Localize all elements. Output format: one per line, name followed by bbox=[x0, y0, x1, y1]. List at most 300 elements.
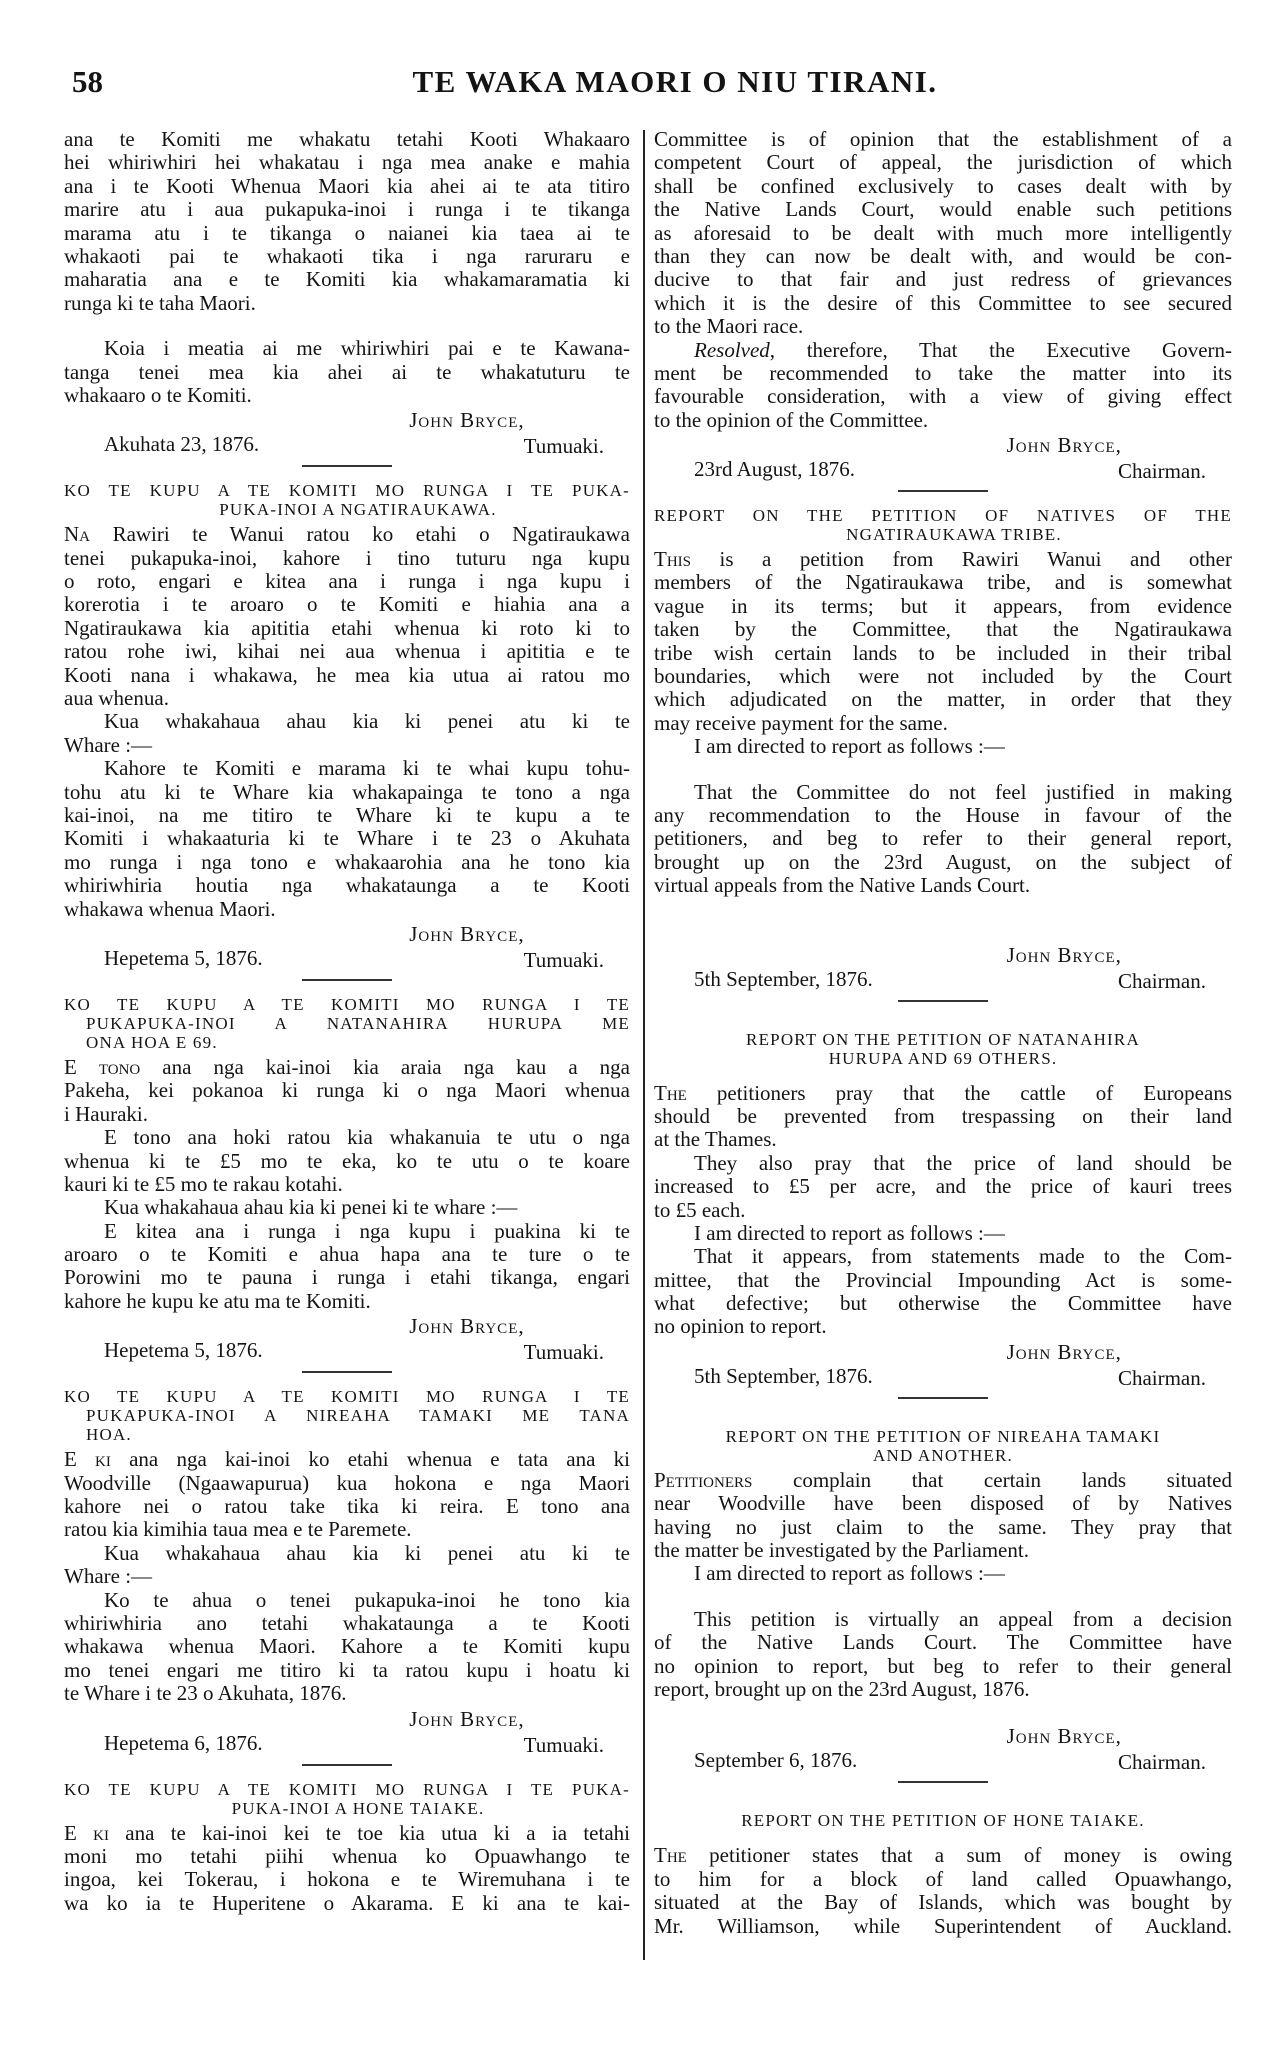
line-text: ana te Komiti me whakatu tetahi Kooti Whakaaro bbox=[64, 127, 630, 151]
heading-line: ONA HOA E 69. bbox=[86, 1032, 218, 1052]
text-line bbox=[654, 548, 1232, 571]
signature-date: 5th September, 1876. bbox=[694, 966, 873, 991]
text-line bbox=[64, 151, 630, 174]
text-line bbox=[64, 1518, 630, 1541]
paragraph bbox=[64, 1542, 630, 1589]
signature-block bbox=[654, 1341, 1232, 1391]
line-text: petitioners pray that the cattle of Europeans bbox=[686, 1080, 1232, 1105]
signatory-name: John Bryce, bbox=[409, 921, 525, 946]
line-text: no opinion to report, but beg to refer to their general bbox=[654, 1653, 1232, 1678]
text-line bbox=[654, 1222, 1232, 1245]
text-line bbox=[654, 1562, 1232, 1585]
heading-line: HURUPA AND 69 OTHERS. bbox=[828, 1048, 1058, 1068]
text-line bbox=[654, 1105, 1232, 1128]
paragraph bbox=[64, 1822, 630, 1916]
heading-line: REPORT ON THE PETITION OF HONE TAIAKE. bbox=[741, 1811, 1145, 1831]
line-text: mo tenei engari me titiro ki ta ratou kupu i hoatu ki bbox=[64, 1657, 630, 1682]
signatory-title: Chairman. bbox=[1117, 459, 1206, 484]
signature-block bbox=[64, 1708, 630, 1758]
text-line bbox=[654, 1315, 1232, 1338]
heading-line: KO TE KUPU A TE KOMITI MO RUNGA I TE bbox=[64, 994, 630, 1014]
section-separator bbox=[302, 1764, 392, 1766]
text-line bbox=[64, 175, 630, 198]
line-text: tribe wish certain lands to be included in their tribal bbox=[654, 640, 1232, 665]
paragraph bbox=[64, 128, 630, 315]
text-line bbox=[64, 570, 630, 593]
text-line bbox=[64, 1472, 630, 1495]
text-line bbox=[654, 1516, 1232, 1539]
paragraph bbox=[654, 1152, 1232, 1222]
paragraph bbox=[654, 1562, 1232, 1585]
section-separator bbox=[302, 979, 392, 981]
text-line bbox=[64, 1495, 630, 1518]
line-text: Ngatiraukawa kia apititia etahi whenua ki roto ki to bbox=[64, 615, 630, 640]
text-line bbox=[654, 1678, 1232, 1701]
signature-block bbox=[654, 944, 1232, 994]
text-line bbox=[64, 664, 630, 687]
text-line bbox=[654, 1082, 1232, 1105]
heading-line: KO TE KUPU A TE KOMITI MO RUNGA I TE PUKA- bbox=[64, 481, 630, 501]
line-text: to the opinion of the Committee. bbox=[654, 407, 929, 432]
text-line bbox=[654, 1539, 1232, 1562]
section-heading bbox=[64, 481, 630, 519]
section-separator bbox=[898, 1397, 988, 1399]
text-line bbox=[64, 1589, 630, 1612]
signature-block bbox=[64, 923, 630, 973]
text-line bbox=[64, 734, 630, 757]
italic-lead-word: Resolved bbox=[694, 337, 770, 362]
paragraph bbox=[654, 1469, 1232, 1563]
section-heading bbox=[654, 1030, 1232, 1068]
line-text: Whare :— bbox=[64, 732, 153, 757]
line-text: which adjudicated on the matter, in order that they bbox=[654, 687, 1232, 712]
line-text: competent Court of appeal, the jurisdiction of which bbox=[654, 150, 1232, 175]
text-line bbox=[64, 1126, 630, 1149]
line-text: marama atu i te tikanga o naianei kia taea ai te bbox=[64, 220, 630, 245]
line-text: ana nga kai-inoi ko etahi whenua e tata ana ki bbox=[110, 1447, 630, 1472]
signature-date: Akuhata 23, 1876. bbox=[104, 432, 260, 457]
line-text: Ko te ahua o tenei pukapuka-inoi he tono kia bbox=[104, 1587, 630, 1612]
section-separator bbox=[898, 490, 988, 492]
signature-date: Hepetema 5, 1876. bbox=[104, 1338, 263, 1363]
line-text: tanga tenei mea kia ahei ai te whakatuturu te bbox=[64, 359, 630, 384]
line-text: This petition is virtually an appeal from a decision bbox=[694, 1606, 1232, 1631]
text-line bbox=[654, 1175, 1232, 1198]
heading-line: PUKAPUKA-INOI A NIREAHA TAMAKI ME TANA bbox=[86, 1406, 630, 1426]
line-text: Porowini mo te pauna i runga i etahi tikanga, engari bbox=[64, 1265, 630, 1290]
line-text: virtual appeals from the Native Lands Court. bbox=[654, 873, 1031, 898]
line-text: That the Committee do not feel justified in making bbox=[694, 779, 1232, 804]
paragraph bbox=[64, 1448, 630, 1542]
text-line bbox=[654, 128, 1232, 151]
text-line bbox=[64, 1612, 630, 1635]
text-line bbox=[654, 618, 1232, 641]
text-line bbox=[64, 593, 630, 616]
line-text: tohu atu ki te Whare kia whakapainga te tono a nga bbox=[64, 779, 630, 804]
line-text: E kitea ana i runga i nga kupu i puakina ki te bbox=[104, 1218, 630, 1243]
text-line bbox=[64, 827, 630, 850]
line-text: Kua whakahaua ahau kia ki penei ki te whare :— bbox=[104, 1195, 518, 1220]
text-line bbox=[64, 617, 630, 640]
signatory-title: Chairman. bbox=[1117, 1365, 1206, 1390]
text-line bbox=[654, 804, 1232, 827]
text-line bbox=[654, 1152, 1232, 1175]
line-text: They also pray that the price of land should be bbox=[694, 1150, 1232, 1175]
line-text: complain that certain lands situated bbox=[752, 1467, 1232, 1492]
line-text: aroaro o te Komiti e ahua hapa ana te ture o te bbox=[64, 1242, 630, 1267]
paragraph bbox=[654, 1245, 1232, 1339]
lead-word: E tono bbox=[64, 1054, 141, 1079]
text-line bbox=[654, 874, 1232, 897]
line-text: ana te kai-inoi kei te toe kia utua ki a ia tetahi bbox=[108, 1820, 630, 1845]
signatory-name: John Bryce, bbox=[1006, 942, 1122, 967]
text-line bbox=[64, 1079, 630, 1102]
text-line bbox=[654, 851, 1232, 874]
text-line bbox=[654, 642, 1232, 665]
line-text: ment be recommended to take the matter into its bbox=[654, 360, 1232, 385]
text-line bbox=[64, 710, 630, 733]
line-text: whakaaro o te Komiti. bbox=[64, 382, 252, 407]
line-text: I am directed to report as follows :— bbox=[694, 734, 1005, 759]
text-line bbox=[64, 361, 630, 384]
paragraph bbox=[64, 1220, 630, 1314]
newspaper-title: TE WAKA MAORI O NIU TIRANI. bbox=[412, 64, 938, 99]
text-line bbox=[64, 1196, 630, 1219]
line-text: ratou kia kimihia taua mea e te Paremete. bbox=[64, 1517, 412, 1542]
line-text: report, brought up on the 23rd August, 1876. bbox=[654, 1676, 1030, 1701]
line-text: members of the Ngatiraukawa tribe, and is somewhat bbox=[654, 570, 1232, 595]
text-line bbox=[654, 781, 1232, 804]
text-line bbox=[64, 1682, 630, 1705]
page-number: 58 bbox=[72, 64, 103, 99]
line-text: whenua ki te £5 mo te eka, ko te utu o te koare bbox=[64, 1148, 630, 1173]
signature-block bbox=[64, 1315, 630, 1365]
text-line bbox=[654, 1128, 1232, 1151]
text-line bbox=[64, 1659, 630, 1682]
line-text: to £5 each. bbox=[654, 1197, 746, 1222]
signature-date: 23rd August, 1876. bbox=[694, 457, 856, 482]
line-text: than they can now be dealt with, and would be con- bbox=[654, 243, 1232, 268]
line-text: what defective; but otherwise the Committee have bbox=[654, 1291, 1232, 1316]
left-column bbox=[64, 128, 630, 1915]
signatory-name: John Bryce, bbox=[409, 408, 525, 433]
line-text: aua whenua. bbox=[64, 686, 169, 711]
paragraph bbox=[64, 710, 630, 757]
line-text: taken by the Committee, that the Ngatiraukawa bbox=[654, 617, 1232, 642]
spacer bbox=[64, 315, 630, 337]
signature-block bbox=[64, 409, 630, 459]
section-heading bbox=[654, 506, 1232, 544]
line-text: te Whare i te 23 o Akuhata, 1876. bbox=[64, 1681, 347, 1706]
line-text: petitioner states that a sum of money is owing bbox=[686, 1843, 1232, 1868]
text-line bbox=[654, 1269, 1232, 1292]
text-line bbox=[654, 198, 1232, 221]
text-line bbox=[64, 1635, 630, 1658]
text-line bbox=[64, 128, 630, 151]
line-text: maharatia ana e te Komiti kia whakamaramatia ki bbox=[64, 267, 630, 292]
line-text: ratou rohe iwi, kihai nei aua whenua i apititia e te bbox=[64, 639, 630, 664]
line-text: the Native Lands Court, would enable such petitions bbox=[654, 197, 1232, 222]
section-separator bbox=[302, 465, 392, 467]
signatory-name: John Bryce, bbox=[1006, 1724, 1122, 1749]
paragraph bbox=[64, 1196, 630, 1219]
line-text: Woodville (Ngaawapurua) kua hokona e nga Maori bbox=[64, 1470, 630, 1495]
signatory-title: Tumuaki. bbox=[523, 947, 604, 972]
text-line bbox=[64, 1243, 630, 1266]
text-line bbox=[654, 1915, 1232, 1938]
line-text: shall be confined exclusively to cases dealt with by bbox=[654, 173, 1232, 198]
text-line bbox=[654, 571, 1232, 594]
text-line bbox=[64, 1266, 630, 1289]
text-line bbox=[64, 1150, 630, 1173]
text-line bbox=[64, 292, 630, 315]
section-heading bbox=[64, 1387, 630, 1444]
text-line bbox=[64, 268, 630, 291]
line-text: Kua whakahaua ahau kia ki penei atu ki te bbox=[104, 1540, 630, 1565]
text-line bbox=[64, 198, 630, 221]
lead-word: Na bbox=[64, 522, 90, 547]
line-text: ingoa, kei Tokerau, i hokona e te Wiremuhana i te bbox=[64, 1867, 630, 1892]
line-text: of the Native Lands Court. The Committee have bbox=[654, 1630, 1232, 1655]
line-text: situated at the Bay of Islands, which was bought by bbox=[654, 1890, 1232, 1915]
text-line bbox=[64, 1868, 630, 1891]
lead-word: The bbox=[654, 1843, 687, 1868]
paragraph bbox=[654, 781, 1232, 898]
text-line bbox=[64, 1542, 630, 1565]
paragraph bbox=[654, 128, 1232, 339]
text-line bbox=[654, 1608, 1232, 1631]
text-line bbox=[654, 315, 1232, 338]
line-text: is a petition from Rawiri Wanui and other bbox=[691, 547, 1232, 572]
paragraph bbox=[654, 1608, 1232, 1702]
lead-word: E ki bbox=[64, 1820, 109, 1845]
spacer bbox=[654, 1586, 1232, 1608]
line-text: runga ki te taha Maori. bbox=[64, 290, 256, 315]
text-line bbox=[654, 151, 1232, 174]
paragraph bbox=[654, 548, 1232, 735]
line-text: to him for a block of land called Opuawhango, bbox=[654, 1866, 1232, 1891]
line-text: no opinion to report. bbox=[654, 1314, 827, 1339]
line-text: mittee, that the Provincial Impounding Act is some- bbox=[654, 1267, 1232, 1292]
line-text: kahore he kupu ke atu ma te Komiti. bbox=[64, 1288, 371, 1313]
right-column bbox=[654, 128, 1232, 1938]
text-line bbox=[64, 851, 630, 874]
signatory-title: Tumuaki. bbox=[523, 1732, 604, 1757]
line-text: i Hauraki. bbox=[64, 1101, 148, 1126]
line-text: Pakeha, kei pokanoa ki runga ki o nga Maori whenua bbox=[64, 1078, 630, 1103]
text-line bbox=[654, 1245, 1232, 1268]
text-line bbox=[64, 1173, 630, 1196]
text-line bbox=[64, 245, 630, 268]
heading-line: KO TE KUPU A TE KOMITI MO RUNGA I TE bbox=[64, 1387, 630, 1407]
heading-line: KO TE KUPU A TE KOMITI MO RUNGA I TE PUKA- bbox=[64, 1779, 630, 1799]
heading-line: REPORT ON THE PETITION OF NATIVES OF THE bbox=[654, 506, 1232, 526]
text-line bbox=[654, 1844, 1232, 1867]
lead-word: The bbox=[654, 1080, 687, 1105]
line-text: kahore nei o ratou take tika ki reira. E tono ana bbox=[64, 1494, 630, 1519]
paragraph bbox=[64, 337, 630, 407]
section-heading bbox=[654, 1811, 1232, 1830]
spacer bbox=[654, 1016, 1232, 1026]
line-text: vague in its terms; but it appears, from evidence bbox=[654, 593, 1232, 618]
text-line bbox=[64, 1845, 630, 1868]
signature-date: Hepetema 5, 1876. bbox=[104, 945, 263, 970]
paragraph bbox=[64, 1056, 630, 1126]
line-text: whakawa whenua Maori. Kahore a te Komiti kupu bbox=[64, 1634, 630, 1659]
paragraph bbox=[654, 735, 1232, 758]
text-line bbox=[64, 898, 630, 921]
text-line bbox=[64, 547, 630, 570]
text-line bbox=[654, 362, 1232, 385]
paragraph bbox=[64, 1589, 630, 1706]
text-line bbox=[654, 595, 1232, 618]
line-text: ducive to that fair and just redress of grievances bbox=[654, 267, 1232, 292]
line-text: Komiti i whakaaturia ki te Whare i te 23 o Akuhata bbox=[64, 826, 630, 851]
signatory-title: Tumuaki. bbox=[523, 1340, 604, 1365]
line-text: petitioners, and beg to refer to their general report, bbox=[654, 826, 1232, 851]
heading-line: PUKAPUKA-INOI A NATANAHIRA HURUPA ME bbox=[86, 1013, 630, 1033]
paragraph bbox=[654, 339, 1232, 433]
line-text: as aforesaid to be dealt with much more intelligently bbox=[654, 220, 1232, 245]
paragraph bbox=[654, 1844, 1232, 1938]
signature-block bbox=[654, 1725, 1232, 1775]
text-line bbox=[64, 804, 630, 827]
text-line bbox=[654, 1891, 1232, 1914]
text-line bbox=[64, 874, 630, 897]
section-separator bbox=[898, 1781, 988, 1783]
line-text: marire atu i aua pukapuka-inoi i runga i te tikanga bbox=[64, 197, 630, 222]
line-text: mo runga i nga tono e whakaarohia ana he tono kia bbox=[64, 849, 630, 874]
heading-line: REPORT ON THE PETITION OF NATANAHIRA bbox=[746, 1029, 1140, 1049]
line-text: kai-inoi, na me titiro te Whare ki te kupu a te bbox=[64, 802, 630, 827]
section-heading bbox=[64, 1780, 630, 1818]
spacer bbox=[654, 759, 1232, 781]
line-text: That it appears, from statements made to the Com- bbox=[694, 1244, 1232, 1269]
line-text: moni mo tetahi piihi whenua ko Opuawhango te bbox=[64, 1843, 630, 1868]
paragraph bbox=[64, 523, 630, 710]
line-text: Koia i meatia ai me whiriwhiri pai e te Kawana- bbox=[104, 336, 630, 361]
signatory-title: Tumuaki. bbox=[523, 434, 604, 459]
line-text: hei whiriwhiri hei whakatau i nga mea anake e mahia bbox=[64, 150, 630, 175]
text-line bbox=[64, 1103, 630, 1126]
text-line bbox=[654, 1655, 1232, 1678]
line-text: tenei pukapuka-inoi, kahore i tino tuturu nga kupu bbox=[64, 545, 630, 570]
text-line bbox=[654, 409, 1232, 432]
line-text: Rawiri te Wanui ratou ko etahi o Ngatiraukawa bbox=[90, 522, 630, 547]
signatory-name: John Bryce, bbox=[409, 1706, 525, 1731]
text-line bbox=[654, 1631, 1232, 1654]
signatory-name: John Bryce, bbox=[1006, 1339, 1122, 1364]
line-text: ana nga kai-inoi kia araia nga kau a nga bbox=[140, 1054, 630, 1079]
line-text: ana i te Kooti Whenua Maori kia ahei ai te ata titiro bbox=[64, 173, 630, 198]
signatory-title: Chairman. bbox=[1117, 968, 1206, 993]
text-line bbox=[654, 688, 1232, 711]
line-text: to the Maori race. bbox=[654, 314, 804, 339]
text-line bbox=[64, 384, 630, 407]
line-text: korerotia i te aroaro o te Komiti e hiahia ana a bbox=[64, 592, 630, 617]
line-text: Kooti nana i whakawa, he mea kia utua ai ratou mo bbox=[64, 662, 630, 687]
line-text: at the Thames. bbox=[654, 1127, 777, 1152]
text-line bbox=[654, 712, 1232, 735]
section-separator bbox=[898, 1000, 988, 1002]
heading-line: NGATIRAUKAWA TRIBE. bbox=[846, 525, 1062, 545]
text-line bbox=[654, 665, 1232, 688]
text-line bbox=[654, 339, 1232, 362]
spacer bbox=[654, 898, 1232, 920]
line-text: favourable consideration, with a view of giving effect bbox=[654, 384, 1232, 409]
line-text: whakawa whenua Maori. bbox=[64, 896, 276, 921]
line-text: Mr. Williamson, while Superintendent of Auckland. bbox=[654, 1913, 1232, 1938]
text-line bbox=[64, 687, 630, 710]
line-text: near Woodville have been disposed of by Natives bbox=[654, 1491, 1232, 1516]
line-text: whiriwhiria ano tetahi whakataunga a te Kooti bbox=[64, 1610, 630, 1635]
text-line bbox=[64, 523, 630, 546]
text-line bbox=[64, 1220, 630, 1243]
text-line bbox=[64, 640, 630, 663]
line-text: wa ko ia te Huperitene o Akarama. E ki ana te kai- bbox=[64, 1890, 630, 1915]
signatory-name: John Bryce, bbox=[1006, 433, 1122, 458]
heading-line: PUKA-INOI A HONE TAIAKE. bbox=[231, 1798, 485, 1818]
line-text: kauri ki te £5 mo te rakau kotahi. bbox=[64, 1171, 343, 1196]
line-text: I am directed to report as follows :— bbox=[694, 1220, 1005, 1245]
line-text: , therefore, That the Executive Govern- bbox=[769, 337, 1232, 362]
line-text: Committee is of opinion that the establishment of a bbox=[654, 127, 1232, 151]
column-divider bbox=[643, 130, 645, 1960]
line-text: having no just claim to the same. They pray that bbox=[654, 1514, 1232, 1539]
lead-word: Petitioners bbox=[654, 1467, 753, 1492]
text-line bbox=[654, 245, 1232, 268]
line-text: whiriwhiria houtia nga whakataunga a te Kooti bbox=[64, 873, 630, 898]
signature-date: September 6, 1876. bbox=[694, 1748, 858, 1773]
text-line bbox=[654, 1292, 1232, 1315]
signature-date: Hepetema 6, 1876. bbox=[104, 1730, 263, 1755]
lead-word: E ki bbox=[64, 1447, 111, 1472]
heading-line: AND ANOTHER. bbox=[872, 1445, 1013, 1465]
line-text: whakaoti pai te whakaoti tika i nga raruraru e bbox=[64, 243, 630, 268]
line-text: the matter be investigated by the Parliament. bbox=[654, 1538, 1029, 1563]
line-text: E tono ana hoki ratou kia whakanuia te utu o nga bbox=[104, 1125, 630, 1150]
section-heading bbox=[64, 995, 630, 1052]
line-text: may receive payment for the same. bbox=[654, 710, 948, 735]
paragraph bbox=[654, 1082, 1232, 1152]
text-line bbox=[654, 1868, 1232, 1891]
spacer bbox=[654, 1797, 1232, 1807]
text-line bbox=[654, 385, 1232, 408]
signature-block bbox=[654, 434, 1232, 484]
text-line bbox=[64, 1565, 630, 1588]
text-line bbox=[64, 781, 630, 804]
text-line bbox=[654, 175, 1232, 198]
line-text: Kua whakahaua ahau kia ki penei atu ki te bbox=[104, 709, 630, 734]
text-line bbox=[64, 1822, 630, 1845]
text-line bbox=[64, 1448, 630, 1471]
line-text: Whare :— bbox=[64, 1564, 153, 1589]
text-line bbox=[654, 1469, 1232, 1492]
paragraph bbox=[64, 1126, 630, 1196]
line-text: any recommendation to the House in favour of the bbox=[654, 802, 1232, 827]
section-separator bbox=[302, 1371, 392, 1373]
section-heading bbox=[654, 1427, 1232, 1465]
line-text: increased to £5 per acre, and the price of kauri trees bbox=[654, 1174, 1232, 1199]
spacer bbox=[654, 1413, 1232, 1423]
line-text: boundaries, which were not included by the Court bbox=[654, 664, 1232, 689]
paragraph bbox=[64, 757, 630, 921]
line-text: brought up on the 23rd August, on the subject of bbox=[654, 849, 1232, 874]
heading-line: HOA. bbox=[86, 1425, 132, 1445]
text-line bbox=[654, 292, 1232, 315]
text-line bbox=[654, 735, 1232, 758]
text-line bbox=[654, 268, 1232, 291]
